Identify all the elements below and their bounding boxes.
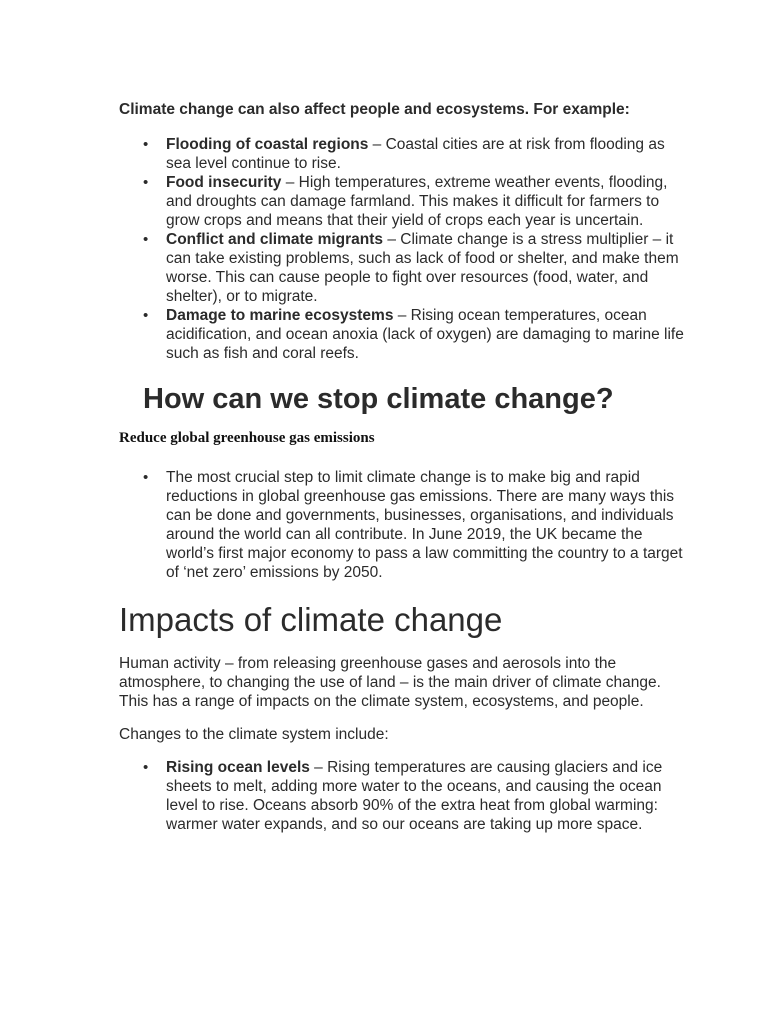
list-item-text: – Rising temperatures are causing glaciers and ice sheets to melt, adding more water to the oceans, and causing the ocean level to rise. Oceans absorb 90% of the extra heat from global warming: warmer water expands, and so our oceans are taking up more space.: [166, 759, 663, 833]
impacts-paragraph: Human activity – from releasing greenhouse gases and aerosols into the atmosphere, to changing the use of land – is the main driver of climate change. This has a range of impacts on the climate system, ecosystems, and people.: [119, 655, 661, 710]
bullet-icon: •: [143, 174, 149, 191]
changes-list: [119, 758, 689, 834]
effects-list: [119, 135, 689, 363]
list-item: [119, 230, 689, 306]
bullet-icon: •: [143, 759, 149, 776]
list-item: [119, 468, 689, 582]
impacts-heading: Impacts of climate change: [119, 601, 503, 638]
changes-intro: Changes to the climate system include:: [119, 726, 389, 743]
list-item-text: – Rising ocean temperatures, ocean acidification, and ocean anoxia (lack of oxygen) are damaging to marine life such as fish and coral reefs.: [166, 307, 684, 362]
list-item-term: Flooding of coastal regions: [166, 136, 369, 153]
list-item-text: – Coastal cities are at risk from flooding as sea level continue to rise.: [166, 136, 665, 172]
intro-paragraph: Climate change can also affect people and ecosystems. For example:: [119, 101, 630, 118]
list-item: [119, 173, 689, 230]
reduce-emissions-subheading: Reduce global greenhouse gas emissions: [119, 430, 375, 446]
list-item-term: Damage to marine ecosystems: [166, 307, 394, 324]
stop-list: [119, 468, 689, 582]
list-item-text: – Climate change is a stress multiplier – it can take existing problems, such as lack of food or shelter, and make them worse. This can cause people to fight over resources (food, water, and shelter), or to migrate.: [166, 231, 679, 305]
list-item: [119, 135, 689, 173]
list-item-term: Conflict and climate migrants: [166, 231, 384, 248]
list-item-term: Rising ocean levels: [166, 759, 310, 776]
list-item: [119, 306, 689, 363]
bullet-icon: •: [143, 469, 149, 486]
stop-climate-change-heading: How can we stop climate change?: [143, 383, 614, 415]
list-item: [119, 758, 689, 834]
list-item-text: The most crucial step to limit climate change is to make big and rapid reductions in global greenhouse gas emissions. There are many ways this can be done and governments, businesses, organisations, and individuals around the world can all contribute. In June 2019, the UK became the world’s first major economy to pass a law committing the country to a target of ‘net zero’ emissions by 2050.: [166, 469, 683, 581]
list-item-term: Food insecurity: [166, 174, 282, 191]
list-item-text: – High temperatures, extreme weather events, flooding, and droughts can damage farmland. This makes it difficult for farmers to grow crops and means that their yield of crops each year is uncertain.: [166, 174, 668, 229]
bullet-icon: •: [143, 231, 149, 248]
document-page: [119, 100, 689, 834]
bullet-icon: •: [143, 307, 149, 324]
bullet-icon: •: [143, 136, 149, 153]
